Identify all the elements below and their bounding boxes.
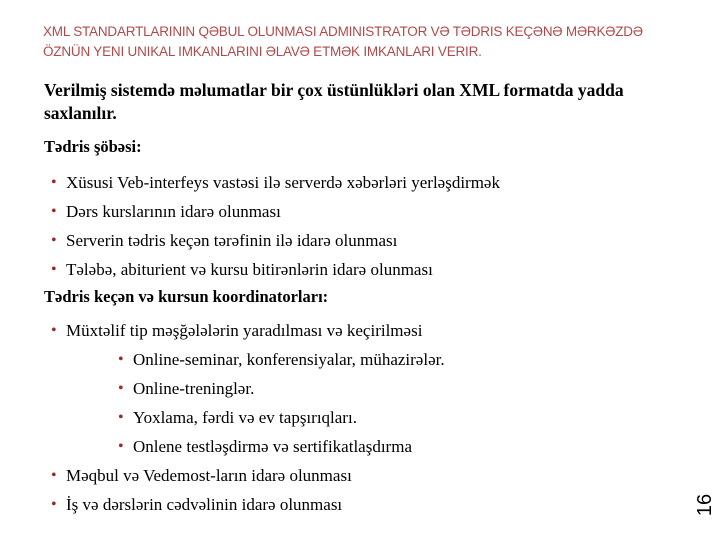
coordinators-list-continued (51, 461, 352, 519)
page-number: 16 (694, 493, 716, 517)
section-heading-coordinators: Tədris keçən və kursun koordinatorları: (44, 287, 329, 306)
bullet-icon: • (51, 322, 57, 339)
coordinators-list (51, 316, 423, 345)
list-item: • Dərs kurslarının idarə olunması (66, 197, 500, 226)
bullet-icon: • (51, 496, 57, 513)
bullet-icon: • (51, 232, 57, 249)
sublist-item: • Yoxlama, fərdi və ev tapşırıqları. (133, 403, 445, 432)
bullet-icon: • (51, 467, 57, 484)
list-item: • Xüsusi Veb-interfeys vastəsi ilə serverdə xəbərləri yerləşdirmək (66, 168, 500, 197)
list-item: • Serverin tədris keçən tərəfinin ilə idarə olunması (66, 226, 500, 255)
sublist-item: • Online-treninglər. (133, 374, 445, 403)
bullet-icon: • (118, 409, 124, 426)
bullet-icon: • (118, 380, 124, 397)
slide-title: XML STANDARTLARININ QƏBUL OLUNMASI ADMINISTRATOR VƏ TƏDRIS KEÇƏNƏ MƏRKƏZDƏ ÖZNÜN YENI UNIKAL IMKANLARINI ƏLAVƏ ETMƏK IMKANLARI VERIR. (43, 24, 643, 59)
sublist-item: • Online-seminar, konferensiyalar, mühazirələr. (133, 345, 445, 374)
education-department-list (51, 168, 500, 284)
bullet-icon: • (118, 351, 124, 368)
bullet-icon: • (51, 261, 57, 278)
intro-text: Verilmiş sistemdə məlumatlar bir çox üstünlükləri olan XML formatda yadda saxlanılır. (44, 80, 624, 123)
sublist-item: • Onlene testləşdirmə və sertifikatlaşdırma (133, 432, 445, 461)
list-item: • Məqbul və Vedemost-ların idarə olunması (66, 461, 352, 490)
list-item: • İş və dərslərin cədvəlinin idarə olunması (66, 490, 352, 519)
bullet-icon: • (51, 174, 57, 191)
list-item: • Müxtəlif tip məşğələlərin yaradılması və keçirilməsi (66, 316, 422, 345)
list-item: • Tələbə, abiturient və kursu bitirənlərin idarə olunması (66, 255, 500, 284)
activity-types-sublist (118, 345, 445, 461)
bullet-icon: • (51, 203, 57, 220)
section-heading-education-department: Tədris şöbəsi: (44, 137, 142, 156)
bullet-icon: • (118, 438, 124, 455)
